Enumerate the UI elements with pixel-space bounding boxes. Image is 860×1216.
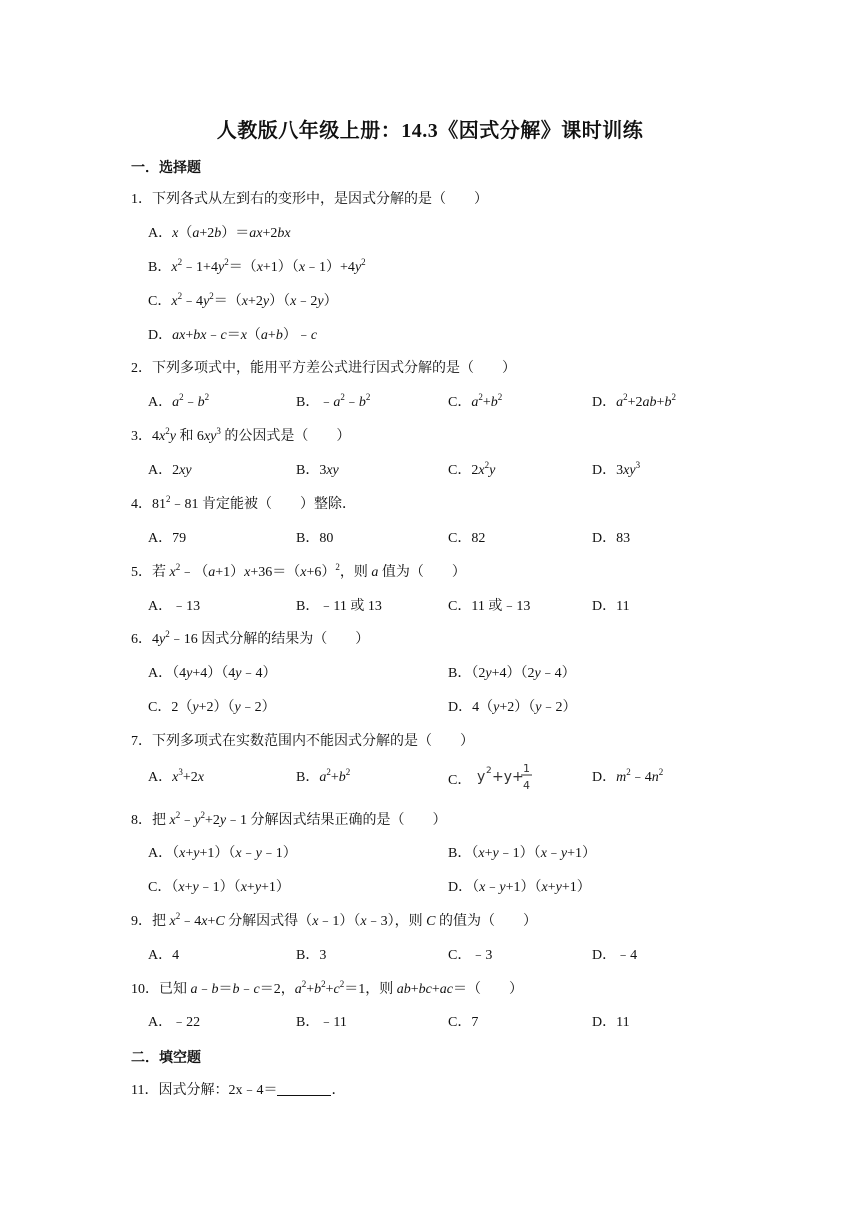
page-title: 人教版八年级上册：14.3《因式分解》课时训练 <box>216 120 644 142</box>
q6-option-a: A．（4y+4）（4y﹣4） <box>148 666 277 681</box>
q5-option-b: B．﹣11 或 13 <box>296 599 382 614</box>
q2-option-c: C．$a^2+b^2$ <box>448 392 503 410</box>
q8-option-c: C．（x+y﹣1）（x+y+1） <box>148 880 290 895</box>
question-4: 4．$81^2﹣81$ 肯定能被（ ）整除． <box>131 494 356 512</box>
q2-option-a: A．$a^2﹣b^2$ <box>148 392 210 410</box>
q8-option-a: A．（x+y+1）（x﹣y﹣1） <box>148 846 297 861</box>
svg-text:1: 1 <box>522 762 530 775</box>
q10-option-c: C．7 <box>448 1015 479 1030</box>
question-6: 6．$4y^2﹣16$ 因式分解的结果为（ ） <box>131 629 370 647</box>
q7-option-c-expression-image <box>475 760 539 794</box>
q5-option-c: C．11 或﹣13 <box>448 599 531 614</box>
q10-option-b: B．﹣11 <box>296 1015 347 1030</box>
q7-option-c: C． y 2 +y+ 1 4 <box>448 768 539 794</box>
q1-option-c: C．$x^2﹣4y^2=(x+2y)(x﹣2y)$ <box>148 291 338 309</box>
q6-option-c: C．2（y+2）（y﹣2） <box>148 700 276 715</box>
q10-option-d: D．11 <box>592 1015 630 1030</box>
q6-option-d: D．4（y+2）（y﹣2） <box>448 700 577 715</box>
q4-option-c: C．82 <box>448 531 486 546</box>
question-2: 2．下列多项式中，能用平方差公式进行因式分解的是（ ） <box>131 361 516 376</box>
q6-option-b: B．（2y+4）（2y﹣4） <box>448 666 576 681</box>
q3-option-a: A．2xy <box>148 463 192 478</box>
q9-option-c: C．﹣3 <box>448 948 493 963</box>
q5-option-d: D．11 <box>592 599 630 614</box>
q10-option-a: A．﹣22 <box>148 1015 201 1030</box>
q5-option-a: A．﹣13 <box>148 599 201 614</box>
q3-option-b: B．3xy <box>296 463 339 478</box>
q8-option-d: D．（x﹣y+1）（x+y+1） <box>448 880 591 895</box>
q7-option-b: B．$a^2+b^2$ <box>296 767 351 785</box>
question-11: 11．因式分解：2x﹣4＝ ． <box>131 1083 346 1098</box>
svg-text:2: 2 <box>485 766 492 776</box>
answer-blank[interactable] <box>277 1081 331 1096</box>
q1-option-b: B．$x^2﹣1+4y^2=(x+1)(x﹣1)+4y^2$ <box>148 257 366 275</box>
q2-option-d: D．$a^2+2ab+b^2$ <box>592 392 676 410</box>
q4-option-b: B．80 <box>296 531 334 546</box>
q4-option-a: A．79 <box>148 531 187 546</box>
question-1: 1．下列各式从左到右的变形中，是因式分解的是（ ） <box>131 192 488 207</box>
q1-option-a: A．x（a+2b）＝ax+2bx <box>148 226 291 241</box>
q4-option-d: D．83 <box>592 531 631 546</box>
question-5: 5．若 $x^2﹣(a+1)x+36=(x+6)^2$，则 a 值为（ ） <box>131 562 466 580</box>
svg-text:4: 4 <box>522 779 530 792</box>
svg-text:+y+: +y+ <box>491 769 524 785</box>
q7-option-a: A．$x^3+2x$ <box>148 767 204 785</box>
question-9: 9．把 $x^2﹣4x+C$ 分解因式得（x﹣1）（x﹣3），则 C 的值为（ ） <box>131 911 537 929</box>
question-7: 7．下列多项式在实数范围内不能因式分解的是（ ） <box>131 734 474 749</box>
q3-option-c: C．$2x^2y$ <box>448 460 496 478</box>
question-8: 8．把 $x^2﹣y^2+2y﹣1$ 分解因式结果正确的是（ ） <box>131 810 447 828</box>
q1-option-d: D．ax+bx﹣c＝x（a+b）﹣c <box>148 328 318 343</box>
question-3: 3．$4x^2y$ 和 $6xy^3$ 的公因式是（ ） <box>131 426 351 444</box>
q2-option-b: B．$﹣a^2﹣b^2$ <box>296 392 371 410</box>
section-heading-choice: 一．选择题 <box>131 161 201 176</box>
svg-text:y: y <box>476 769 486 785</box>
q9-option-d: D．﹣4 <box>592 948 638 963</box>
q8-option-b: B．（x+y﹣1）（x﹣y+1） <box>448 846 597 861</box>
section-heading-fill: 二．填空题 <box>131 1051 201 1066</box>
q7-option-d: D．$m^2﹣4n^2$ <box>592 767 664 785</box>
q9-option-a: A．4 <box>148 948 180 963</box>
q3-option-d: D．$3xy^3$ <box>592 460 641 478</box>
question-10: 10．已知 a﹣b＝b﹣c＝2，$a^2+b^2+c^2=1$，则 ab+bc+ac＝（ ） <box>131 979 523 997</box>
q9-option-b: B．3 <box>296 948 327 963</box>
